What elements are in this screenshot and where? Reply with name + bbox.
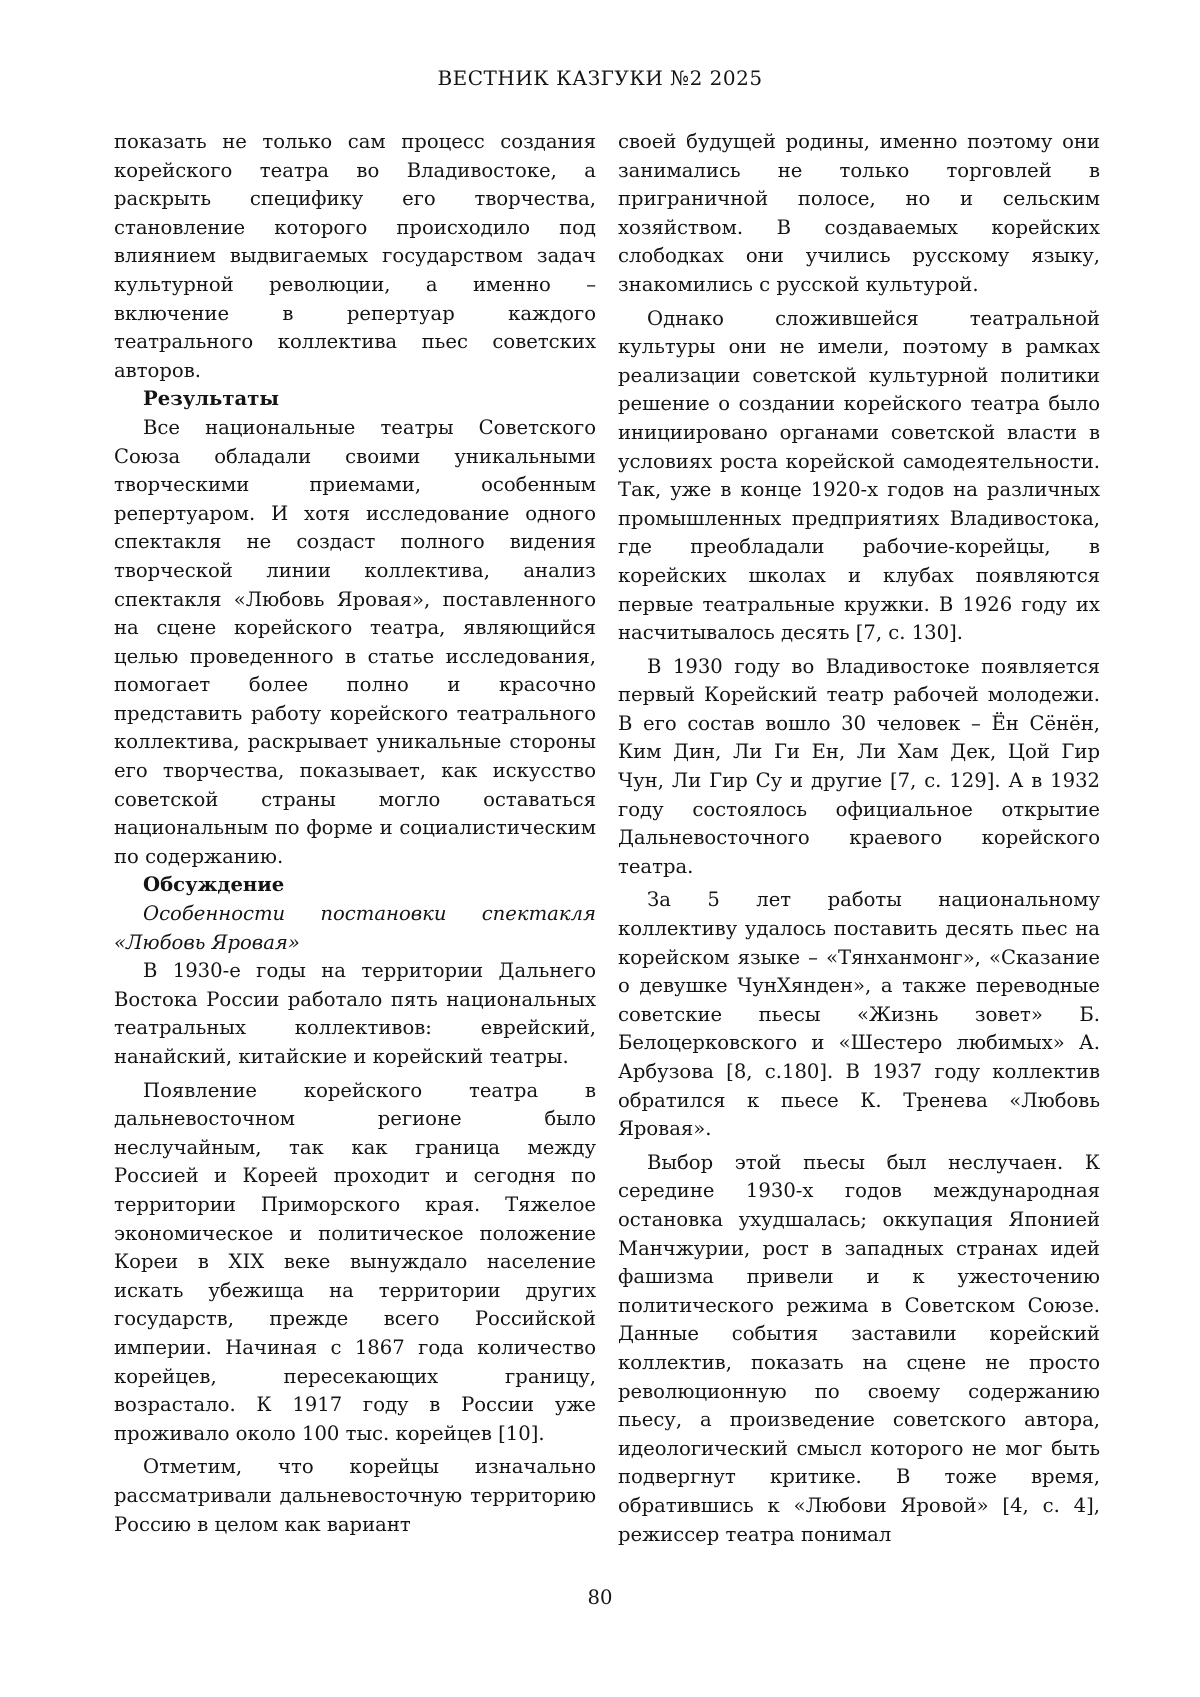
section-heading-results: Результаты (143, 387, 279, 411)
paragraph: Все национальные театры Советского Союза обладали своими уникальными творческими приемами, особенным репертуаром. И хотя исследование одного спектакля не создаст полного видения творческой линии коллектива, анализ спектакля «Любовь Яровая», поставленного на сцене корейского театра, являющийся целью проведенного в статье исследования, помогает более полно и красочно представить работу корейского театрального коллектива, раскрывает уникальные стороны его творчества, показывает, как искусство советской страны могло оставаться национальным по форме и социалистическим по содержанию. (114, 415, 596, 868)
left-column (114, 128, 596, 1539)
paragraph: Отметим, что корейцы изначально рассматривали дальневосточную территорию Россию в целом как вариант (114, 1455, 596, 1536)
subsection-heading: Особенности постановки спектакля «Любовь Яровая» (114, 902, 596, 954)
paragraph: Однако сложившейся театральной культуры они не имели, поэтому в рамках реализации советской культурной политики решение о создании корейского театра было инициировано органами советской власти в условиях роста корейской самодеятельности. Так, уже в конце 1920-х годов на различных промышленных предприятиях Владивостока, где преобладали рабочие-корейцы, в корейских школах и клубах появляются первые театральные кружки. В 1926 году их насчитывалось десять [7, с. 130]. (618, 306, 1100, 645)
paragraph: В 1930-е годы на территории Дальнего Востока России работало пять национальных театральных коллективов: еврейский, нанайский, китайские и корейский театры. (114, 959, 596, 1068)
paragraph: Выбор этой пьесы был неслучаен. К середине 1930-х годов международная остановка ухудшалась; оккупация Японией Манчжурии, рост в западных странах идей фашизма привели и к ужесточению политического режима в Советском Союзе. Данные события заставили корейский коллектив, показать на сцене не просто революционную по своему содержанию пьесу, а произведение советского автора, идеологический смысл которого не мог быть подвергнут критике. В тоже время, обратившись к «Любови Яровой» [4, с. 4], режиссер театра понимал (618, 1150, 1100, 1546)
journal-header: ВЕСТНИК КАЗГУКИ №2 2025 (437, 66, 763, 90)
paragraph: За 5 лет работы национальному коллективу удалось поставить десять пьес на корейском языке – «Тянханмонг», «Сказание о девушке ЧунХянден», а также переводные советские пьесы «Жизнь зовет» Б. Белоцерковского и «Шестеро любимых» А. Арбузова [8, с.180]. В 1937 году коллектив обратился к пьесе К. Тренева «Любовь Яровая». (618, 888, 1100, 1141)
right-column (618, 128, 1100, 1549)
paragraph: Появление корейского театра в дальневосточном регионе было неслучайным, так как граница между Россией и Кореей проходит и сегодня по территории Приморского края. Тяжелое экономическое и политическое положение Кореи в XIX веке вынуждало население искать убежища на территории других государств, прежде всего Российской империи. Начиная с 1867 года количество корейцев, пересекающих границу, возрастало. К 1917 году в России уже проживало около 100 тыс. корейцев [10]. (114, 1078, 596, 1445)
page-number: 80 (587, 1586, 613, 1609)
paragraph: своей будущей родины, именно поэтому они занимались не только торговлей в приграничной полосе, но и сельским хозяйством. В создаваемых корейских слободках они учились русскому языку, знакомились с русской культурой. (618, 130, 1100, 296)
section-heading-discussion: Обсуждение (143, 873, 285, 897)
paragraph: показать не только сам процесс создания корейского театра во Владивостоке, а раскрыть специфику его творчества, становление которого происходило под влиянием выдвигаемых государством задач культурной революции, а именно – включение в репертуар каждого театрального коллектива пьес советских авторов. (114, 130, 596, 382)
paragraph: В 1930 году во Владивостоке появляется первый Корейский театр рабочей молодежи. В его состав вошло 30 человек – Ён Сёнён, Ким Дин, Ли Ги Ен, Ли Хам Дек, Цой Гир Чун, Ли Гир Су и другие [7, с. 129]. А в 1932 году состоялось официальное открытие Дальневосточного краевого корейского театра. (618, 654, 1100, 878)
